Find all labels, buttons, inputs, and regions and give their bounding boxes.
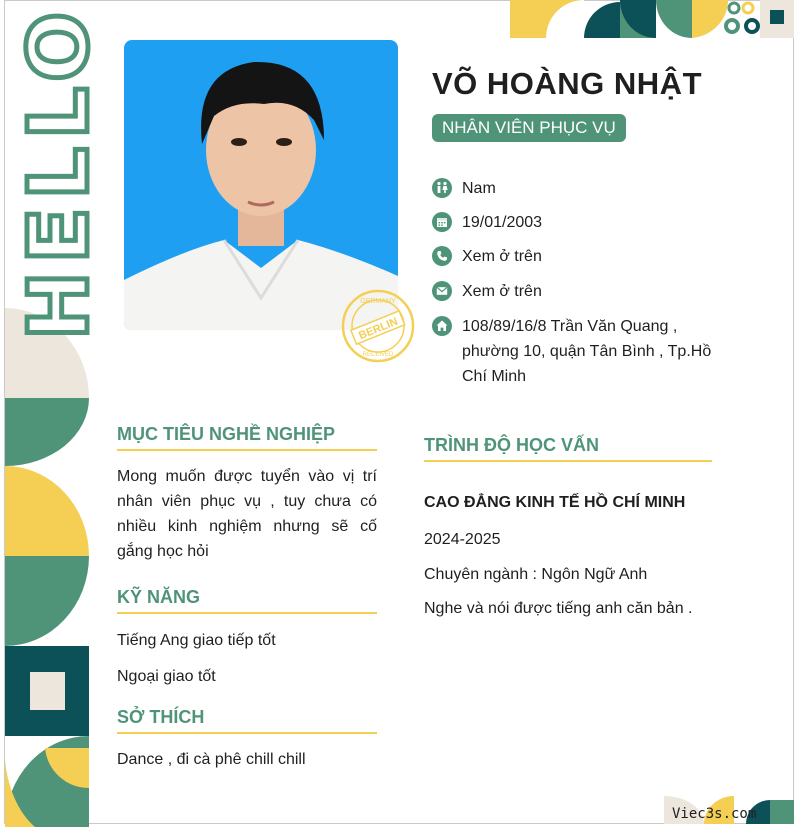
education-years: 2024-2025 xyxy=(424,531,501,548)
gender-text: Nam xyxy=(462,180,496,197)
candidate-name: VÕ HOÀNG NHẬT xyxy=(432,66,702,101)
hobbies-heading: SỞ THÍCH xyxy=(117,707,377,734)
page-border xyxy=(4,0,794,824)
hobby-item: Dance , đi cà phê chill chill xyxy=(117,751,306,768)
education-heading: TRÌNH ĐỘ HỌC VẤN xyxy=(424,435,712,462)
birthdate-text: 19/01/2003 xyxy=(462,214,543,231)
skill-item: Ngoại giao tốt xyxy=(117,668,216,685)
profile-photo xyxy=(124,40,398,330)
education-major: Chuyên ngành : Ngôn Ngữ Anh xyxy=(424,566,648,583)
school-name: CAO ĐẲNG KINH TẾ HỒ CHÍ MINH xyxy=(424,494,686,511)
education-note: Nghe và nói được tiếng anh căn bản . xyxy=(424,600,693,617)
skills-heading: KỸ NĂNG xyxy=(117,587,377,614)
stamp-bottom-text: RECEIVED xyxy=(362,352,394,358)
phone-text: Xem ở trên xyxy=(462,248,542,265)
berlin-stamp xyxy=(340,288,416,364)
objective-heading: MỤC TIÊU NGHỀ NGHIỆP xyxy=(117,424,377,451)
hello-vertical-text: HELLO xyxy=(12,4,107,340)
home-icon xyxy=(432,316,452,336)
position-badge: NHÂN VIÊN PHỤC VỤ xyxy=(432,114,626,142)
calendar-icon xyxy=(432,212,452,232)
left-decoration xyxy=(5,308,89,827)
address-text: 108/89/16/8 Trần Văn Quang , phường 10, quận Tân Bình , Tp.Hồ Chí Minh xyxy=(462,318,712,385)
email-icon xyxy=(432,281,452,301)
objective-text: Mong muốn được tuyển vào vị trí nhân viên phục vụ , tuy chưa có nhiều kinh nghiệm nhưng sẽ cố gắng học hỏi xyxy=(117,468,377,560)
skill-item: Tiếng Ang giao tiếp tốt xyxy=(117,632,276,649)
email-text: Xem ở trên xyxy=(462,283,542,300)
footer-watermark: Viec3s.com xyxy=(672,806,757,822)
top-right-decoration xyxy=(510,0,794,38)
phone-icon xyxy=(432,246,452,266)
stamp-center-text: BERLIN xyxy=(357,315,400,343)
gender-icon xyxy=(432,178,452,198)
stamp-top-text: GERMANY xyxy=(360,298,396,305)
